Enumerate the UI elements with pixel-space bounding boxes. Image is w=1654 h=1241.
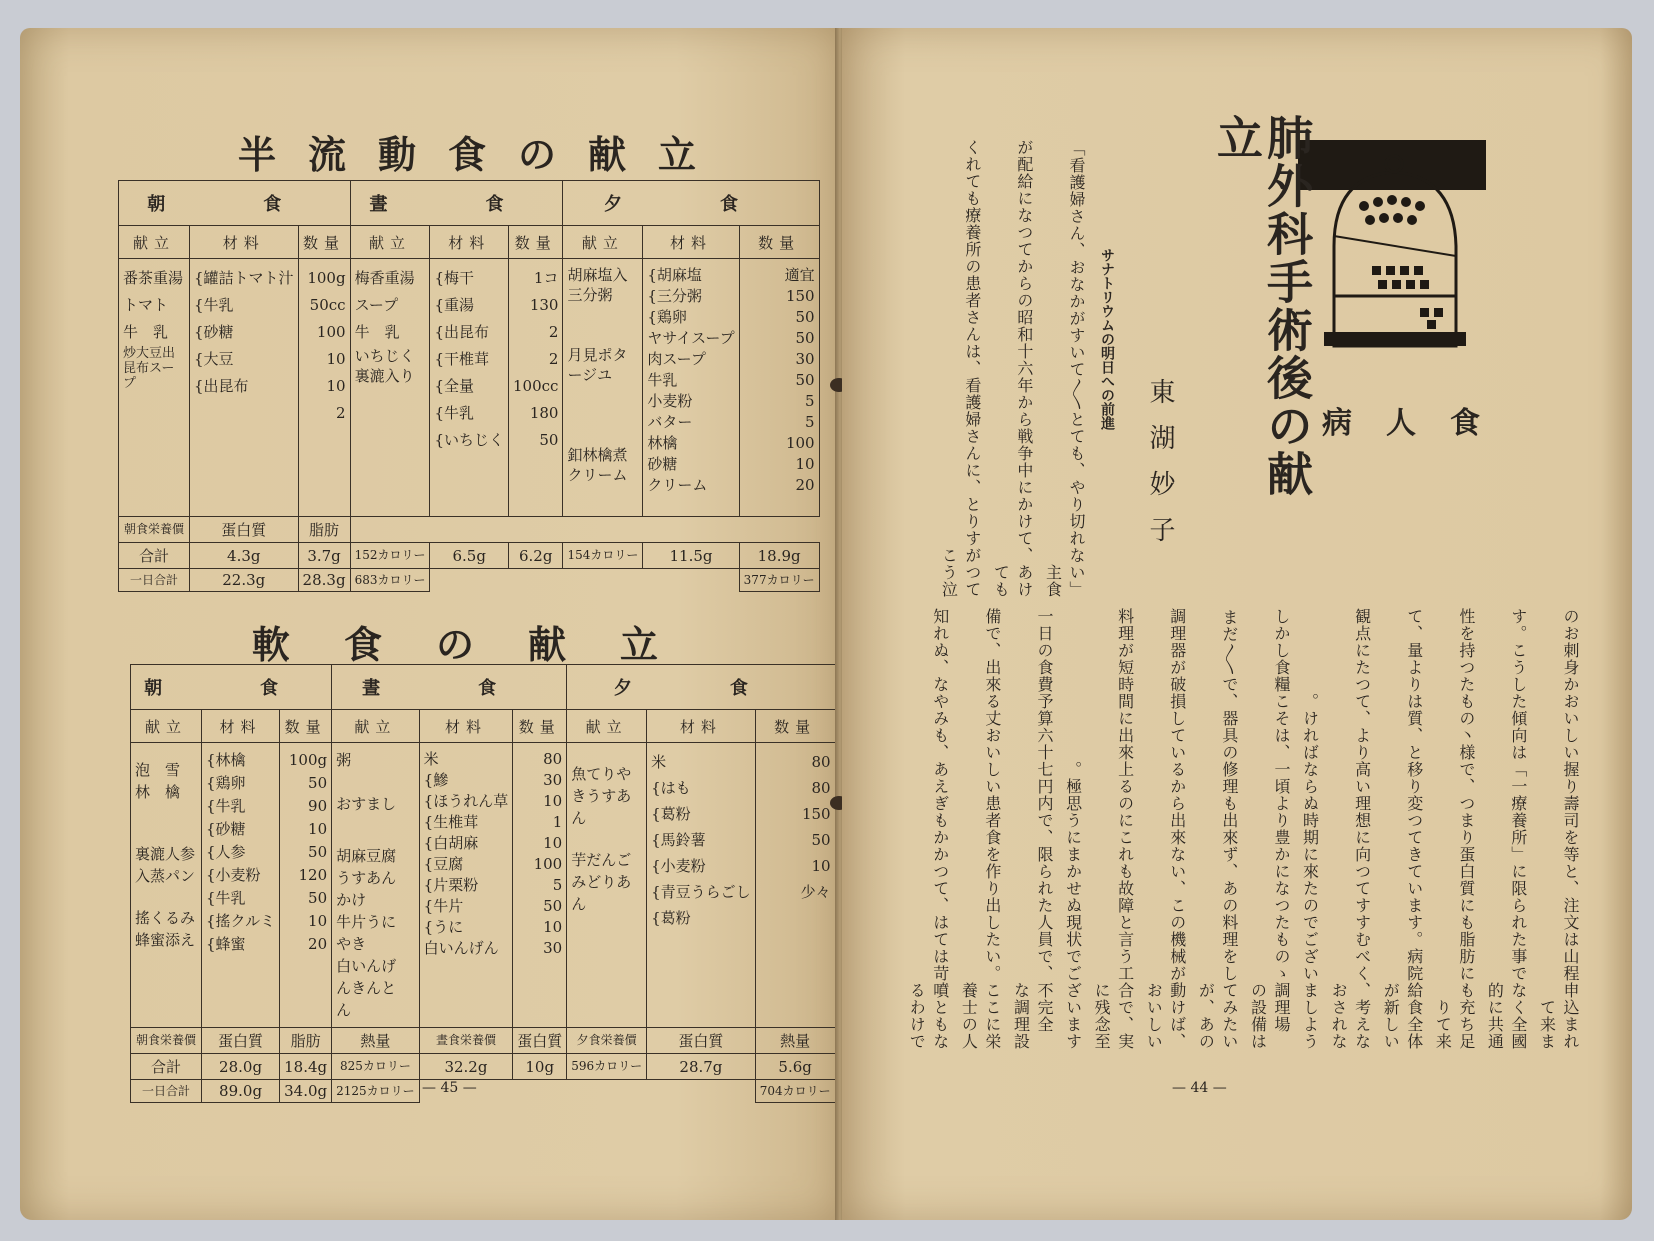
material: {片栗粉 [423, 876, 479, 894]
author-name: 東湖妙子 [1145, 378, 1175, 562]
material: {牛片 [423, 897, 464, 915]
material: {蜂蜜 [206, 935, 246, 953]
text-column: て、量よりは質、と移り変つてきています。病院給食全体が新しい [1381, 608, 1424, 1050]
amount: 50 [795, 371, 815, 389]
amount: 10 [308, 912, 328, 930]
total-value: 5.6g [755, 1054, 835, 1080]
meal-header-dinner: 夕 食 [563, 181, 819, 226]
material: {全量 [434, 377, 475, 395]
dish: 泡 雪 [135, 761, 181, 779]
left-page [20, 28, 840, 1220]
material: {鶏卵 [206, 774, 246, 792]
col-header: 献立 [350, 226, 430, 259]
total-value: 596カロリー [567, 1054, 647, 1080]
text-column: 極思うにまかせぬ現状でございます。 [1063, 761, 1083, 1050]
material: {鰺 [423, 771, 449, 789]
daily-value: 89.0g [202, 1080, 280, 1103]
amount: 10 [543, 834, 563, 852]
material: {大豆 [194, 350, 234, 368]
total-value: 152カロリー [350, 543, 430, 569]
total-value: 154カロリー [563, 543, 643, 569]
daily-value: 2125カロリー [332, 1080, 420, 1103]
daily-value: 28.3g [298, 569, 350, 592]
daily-label: 一日合計 [131, 1080, 202, 1103]
amount: 2 [548, 350, 559, 368]
total-value: 6.2g [509, 543, 563, 569]
amount: 10 [543, 918, 563, 936]
material: {牛乳 [434, 404, 475, 422]
amount: 5 [805, 413, 815, 431]
amount: 適宜 [784, 266, 815, 284]
meal-header-dinner: 夕 食 [567, 665, 835, 710]
material: {搖クルミ [206, 912, 276, 930]
amount: 50 [539, 431, 559, 449]
amount: 20 [795, 476, 815, 494]
material: 砂糖 [647, 455, 678, 473]
material: 肉スープ [647, 350, 706, 368]
dinner-materials [643, 259, 739, 517]
text-column: 知れぬ、なやみも、あえぎもかかつて、はては苛噴ともなるわけで [907, 608, 950, 1050]
nutrition-col: 蛋白質 [190, 517, 299, 543]
col-header: 献立 [332, 710, 420, 743]
material: {小麦粉 [206, 866, 261, 884]
page-number: — 45 — [422, 1080, 477, 1096]
dish: 牛 乳 [123, 323, 169, 341]
amount: 2 [548, 323, 559, 341]
text-column: くれても療養所の患者さんは、看護婦さんに、とりすがつてこう泣 [939, 139, 982, 598]
nutrition-col: 蛋白質 [647, 1028, 756, 1054]
lunch-dishes [332, 743, 420, 1028]
material: {胡麻塩 [647, 266, 702, 284]
material: {白胡麻 [423, 834, 479, 852]
total-value: 18.9g [739, 543, 819, 569]
col-header: 材料 [430, 226, 509, 259]
dish: いちじく裏漉入り [354, 347, 415, 385]
meal-header-breakfast: 朝 食 [119, 181, 351, 226]
col-header: 数量 [755, 710, 835, 743]
total-label: 合計 [131, 1054, 202, 1080]
material: 林檎 [647, 434, 678, 452]
text-column: 料理が短時間に出來上るのにこれも故障と言う工合で、実に残念至 [1092, 608, 1135, 1050]
text-column [1559, 1054, 1583, 1060]
lunch-dishes [350, 259, 430, 517]
nutrition-col: 蛋白質 [513, 1028, 567, 1054]
amount: 50 [543, 897, 563, 915]
amount: 少々 [800, 883, 831, 901]
col-header: 数量 [739, 226, 819, 259]
total-value: 3.7g [298, 543, 350, 569]
material: {林檎 [206, 751, 246, 769]
text-column: しかし食糧こそは、一頃より豊かになつたものゝ調理場の設備は [1248, 608, 1291, 1050]
nutrition-col: 蛋白質 [202, 1028, 280, 1054]
article-title: 肺外科手術後の献立 [1210, 114, 1314, 498]
dish: スープ [354, 296, 399, 314]
amount: 80 [811, 753, 831, 771]
dish: 月見ポタージユ [567, 346, 628, 384]
material: ヤサイスープ [647, 329, 735, 347]
col-header: 材料 [643, 226, 739, 259]
total-value: 32.2g [419, 1054, 513, 1080]
breakfast-dishes [131, 743, 202, 1028]
upper-text-block [888, 128, 1088, 608]
material: {豆腐 [423, 855, 464, 873]
text-column [1137, 1054, 1184, 1060]
text-column [1454, 1054, 1501, 1060]
total-value: 6.5g [430, 543, 509, 569]
amount: 1 [552, 813, 563, 831]
amount: 2 [336, 404, 346, 422]
nutrition-label: 朝食栄養價 [119, 517, 190, 543]
material: 米 [651, 753, 667, 771]
dinner-calories: 377カロリー [739, 569, 819, 592]
material: {鶏卵 [647, 308, 687, 326]
amount: 100 [785, 434, 815, 452]
nutrition-col: 熱量 [755, 1028, 835, 1054]
text-column: す。こうした傾向は「一療養所」に限られた事でなく全國的に共通 [1485, 608, 1528, 1050]
material: {葛粉 [651, 805, 691, 823]
material: {牛乳 [206, 797, 246, 815]
material: 小麦粉 [647, 392, 693, 410]
amount: 50 [795, 329, 815, 347]
amount: 10 [795, 455, 815, 473]
text-column [1350, 1054, 1397, 1060]
amount: 20 [308, 935, 328, 953]
daily-value: 22.3g [190, 569, 299, 592]
material: {はも [651, 779, 691, 797]
dinner-materials [647, 743, 756, 1028]
meal-header-lunch: 晝 食 [350, 181, 563, 226]
amount: 100 [533, 855, 563, 873]
material: 米 [423, 750, 439, 768]
dish: 白いんげんきんとん [336, 957, 397, 1019]
amount: 120 [298, 866, 328, 884]
dish: 牛片うにやき [336, 913, 397, 953]
text-column: ければならぬ時期に來たのでございましよう。 [1300, 693, 1320, 1050]
dish: 搖くるみ蜂蜜添え [135, 909, 196, 949]
material: {出昆布 [434, 323, 490, 341]
amount: 100g [288, 751, 328, 769]
amount: 50 [308, 774, 328, 792]
dish: 牛 乳 [354, 323, 400, 341]
col-header: 献立 [563, 226, 643, 259]
dish: トマト [123, 296, 169, 314]
nutrition-label: 晝食栄養價 [419, 1028, 513, 1054]
material: 白いんげん [423, 939, 499, 957]
col-header: 献立 [131, 710, 202, 743]
amount: 80 [811, 779, 831, 797]
material: {砂糖 [206, 820, 246, 838]
breakfast-amounts [298, 259, 350, 517]
soft-food-menu-table [130, 664, 836, 1103]
material: {罐詰トマト汁 [194, 269, 294, 287]
amount: 30 [795, 350, 815, 368]
category-label: 病人食 [1322, 406, 1514, 441]
amount: 50 [795, 308, 815, 326]
material: {いちじく [434, 431, 505, 449]
daily-value: 34.0g [280, 1080, 332, 1103]
text-column: まだ〳〵で、器具の修理も出來ず、あの料理をしてみたいが、あの [1196, 609, 1239, 1050]
dish: 裏漉人参入蒸パン [135, 845, 196, 885]
dish: 番茶重湯 [123, 269, 184, 287]
dish: 胡麻豆腐うすあんかけ [336, 847, 397, 909]
page-number: — 44 — [1172, 1080, 1227, 1096]
text-column: 調理器が破損しているから出來ない、この機械が動けば、おいしい [1144, 608, 1187, 1050]
amount: 80 [543, 750, 563, 768]
col-header: 献立 [567, 710, 647, 743]
daily-label: 一日合計 [119, 569, 190, 592]
material: {重湯 [434, 296, 475, 314]
dish: 胡麻塩入三分粥 [567, 266, 628, 304]
material: {牛乳 [206, 889, 246, 907]
text-column: 性を持つたもの丶様で、つまり蛋白質にも脂肪にも充ち足りて来 [1433, 608, 1476, 1050]
total-value: 11.5g [643, 543, 739, 569]
lunch-materials [430, 259, 509, 517]
section1-title: 半流動食の献立 [238, 132, 729, 177]
lunch-materials [419, 743, 513, 1028]
total-value: 10g [513, 1054, 567, 1080]
text-column: 「看護婦さん、おなかがすいて〳〵とても、やり切れない」主食 [1043, 140, 1086, 598]
material: {牛乳 [194, 296, 234, 314]
text-column: 一日の食費予算六十七円内で、限られた人員で、不完全な調理設 [1011, 608, 1054, 1050]
blank-cell [430, 569, 739, 592]
amount: 150 [801, 805, 831, 823]
breakfast-dishes [119, 259, 190, 517]
breakfast-amounts [280, 743, 332, 1028]
text-column [1322, 1054, 1346, 1060]
meal-header-breakfast: 朝 食 [131, 665, 332, 710]
nutrition-label: 夕食栄養價 [567, 1028, 647, 1054]
col-header: 数量 [509, 226, 563, 259]
breakfast-materials [190, 259, 299, 517]
dish: おすまし [336, 795, 397, 813]
material: {生椎茸 [423, 813, 479, 831]
material: バター [647, 413, 693, 431]
amount: 10 [308, 820, 328, 838]
total-value: 28.0g [202, 1054, 280, 1080]
amount: 150 [785, 287, 815, 305]
material: {小麦粉 [651, 857, 706, 875]
material: {うに [423, 918, 464, 936]
amount: 10 [543, 792, 563, 810]
col-header: 数量 [280, 710, 332, 743]
material: {人参 [206, 843, 246, 861]
material: {出昆布 [194, 377, 249, 395]
dish: 釦林檎煮クリーム [567, 446, 628, 484]
amount: 100cc [513, 377, 559, 395]
material: {三分粥 [647, 287, 702, 305]
lunch-amounts [513, 743, 567, 1028]
amount: 180 [529, 404, 559, 422]
dinner-amounts [739, 259, 819, 517]
nutrition-col: 熱量 [332, 1028, 420, 1054]
section2-title: 軟食の献立 [252, 622, 713, 667]
material: クリーム [647, 476, 708, 494]
amount: 30 [543, 771, 563, 789]
open-book [20, 28, 1632, 1220]
text-column [1269, 1054, 1316, 1060]
col-header: 数量 [513, 710, 567, 743]
amount: 10 [326, 377, 346, 395]
nutrition-label: 朝食栄養價 [131, 1028, 202, 1054]
col-header: 材料 [419, 710, 513, 743]
amount: 30 [543, 939, 563, 957]
material: {青豆うらごし [651, 883, 751, 901]
amount: 5 [552, 876, 563, 894]
material: {ほうれん草 [423, 792, 509, 810]
nutrition-col: 脂肪 [298, 517, 350, 543]
amount: 100g [307, 269, 346, 287]
amount: 90 [308, 797, 328, 815]
amount: 130 [529, 296, 559, 314]
amount: 50 [308, 889, 328, 907]
material: 牛乳 [647, 371, 678, 389]
text-column [1108, 1054, 1132, 1060]
material: {馬鈴薯 [651, 831, 706, 849]
amount: 50cc [309, 296, 346, 314]
dish: 魚てりやきうすあん [571, 765, 632, 827]
amount: 100 [316, 323, 346, 341]
material: {葛粉 [651, 909, 691, 927]
dinner-dishes [563, 259, 643, 517]
semi-liquid-menu-table [118, 180, 820, 592]
text-column [1506, 1054, 1553, 1060]
dish: 粥 [336, 751, 352, 769]
dinner-calories: 704カロリー [755, 1080, 835, 1103]
daily-value: 683カロリー [350, 569, 430, 592]
text-column: が配給になつてからの昭和十六年から戦争中にかけて、あけても [991, 139, 1034, 598]
total-value: 825カロリー [332, 1054, 420, 1080]
text-column: のお刺身かおいしい握り壽司を等と、注文は山程申込まれて来ま [1537, 608, 1580, 1050]
blank-cell [350, 517, 819, 543]
material: {干椎茸 [434, 350, 490, 368]
dish: 林 檎 [135, 783, 181, 801]
col-header: 献立 [119, 226, 190, 259]
amount: 1コ [533, 269, 559, 287]
text-column [1217, 1054, 1264, 1060]
dish: 炒大豆出昆布スープ [123, 346, 176, 391]
right-page [842, 28, 1632, 1220]
nutrition-col: 脂肪 [280, 1028, 332, 1054]
text-column: 備で、出來る丈おいしい患者食を作り出したい。ここに栄養士の人 [959, 608, 1002, 1050]
dish: 芋だんごみどりあん [571, 851, 632, 913]
text-column [1402, 1054, 1449, 1060]
lunch-amounts [509, 259, 563, 517]
col-header: 材料 [190, 226, 299, 259]
material: {砂糖 [194, 323, 234, 341]
breakfast-materials [202, 743, 280, 1028]
col-header: 材料 [202, 710, 280, 743]
amount: 50 [308, 843, 328, 861]
dinner-amounts [755, 743, 835, 1028]
dish: 梅香重湯 [354, 269, 415, 287]
total-value: 4.3g [190, 543, 299, 569]
lower-text-block [882, 600, 1582, 1060]
amount: 50 [811, 831, 831, 849]
total-label: 合計 [119, 543, 190, 569]
dinner-dishes [567, 743, 647, 1028]
birdcage-icon [1294, 136, 1490, 358]
amount: 5 [805, 392, 815, 410]
text-column [1189, 1054, 1213, 1060]
total-value: 28.7g [647, 1054, 756, 1080]
amount: 10 [326, 350, 346, 368]
material: {梅干 [434, 269, 475, 287]
byline: サナトリウムの明日への前進 [1099, 248, 1115, 430]
meal-header-lunch: 晝 食 [332, 665, 567, 710]
col-header: 数量 [298, 226, 350, 259]
total-value: 18.4g [280, 1054, 332, 1080]
col-header: 材料 [647, 710, 756, 743]
text-column: 観点にたつて、より高い理想に向つてすすむべく、考えなおされな [1329, 608, 1372, 1050]
amount: 10 [811, 857, 831, 875]
